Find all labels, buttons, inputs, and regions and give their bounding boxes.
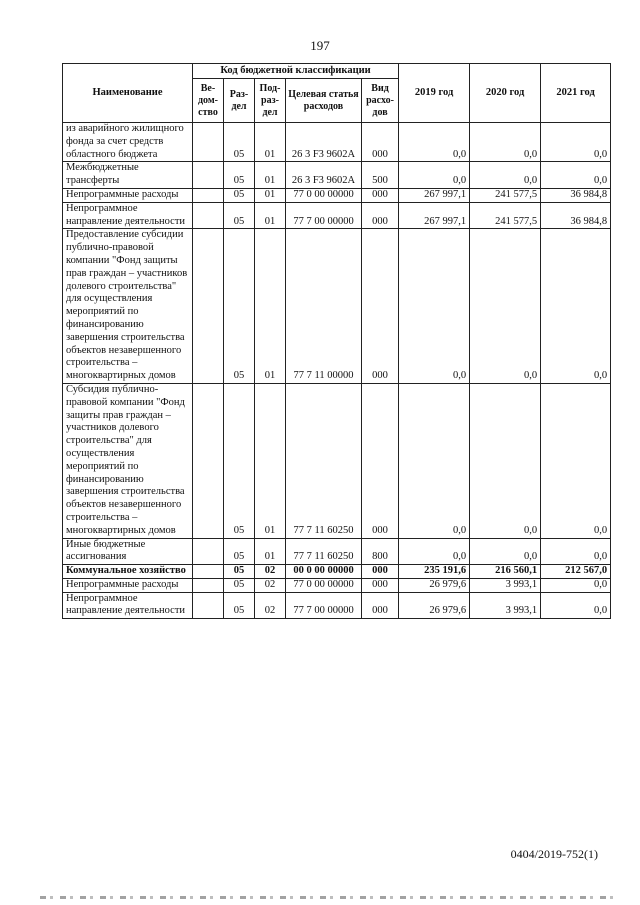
cell-podrazdel: 01 [255, 188, 286, 202]
cell-y2019: 0,0 [399, 229, 470, 384]
cell-celevaya: 26 3 F3 9602A [286, 123, 362, 162]
cell-y2021: 0,0 [541, 538, 611, 565]
cell-vid: 800 [362, 538, 399, 565]
header-name: Наименование [63, 64, 193, 123]
cell-vid: 000 [362, 123, 399, 162]
cell-vid: 000 [362, 229, 399, 384]
cell-podrazdel: 01 [255, 229, 286, 384]
table-row [63, 565, 611, 579]
header-vedomstvo: Ве-дом-ство [193, 79, 224, 123]
cell-ved [193, 188, 224, 202]
cell-y2019: 0,0 [399, 123, 470, 162]
cell-vid: 000 [362, 383, 399, 538]
table-body [63, 123, 611, 619]
header-podrazdel: Под-раз-дел [255, 79, 286, 123]
cell-razdel: 05 [224, 162, 255, 189]
cell-razdel: 05 [224, 565, 255, 579]
cell-celevaya: 77 7 00 00000 [286, 202, 362, 229]
cell-razdel: 05 [224, 578, 255, 592]
cell-name: Субсидия публично-правовой компании "Фонд защиты прав граждан – участников долевого строительства" для осуществления мероприятий по финансированию завершения строительства объектов незавершенного строительства – многоквартирных домов [63, 383, 193, 538]
cell-celevaya: 77 0 00 00000 [286, 188, 362, 202]
table-row [63, 383, 611, 538]
header-celevaya: Целевая статья расходов [286, 79, 362, 123]
cell-ved [193, 578, 224, 592]
cell-razdel: 05 [224, 202, 255, 229]
cell-celevaya: 77 7 11 00000 [286, 229, 362, 384]
scan-edge-artifact [40, 896, 616, 899]
cell-ved [193, 162, 224, 189]
cell-vid: 000 [362, 578, 399, 592]
cell-vid: 000 [362, 188, 399, 202]
cell-celevaya: 26 3 F3 9602A [286, 162, 362, 189]
header-2019: 2019 год [399, 64, 470, 123]
cell-name: из аварийного жилищного фонда за счет средств областного бюджета [63, 123, 193, 162]
cell-ved [193, 565, 224, 579]
cell-y2021: 212 567,0 [541, 565, 611, 579]
cell-y2021: 0,0 [541, 123, 611, 162]
cell-y2020: 0,0 [470, 383, 541, 538]
cell-podrazdel: 01 [255, 162, 286, 189]
cell-ved [193, 538, 224, 565]
header-vid: Вид расхо-дов [362, 79, 399, 123]
cell-ved [193, 592, 224, 619]
cell-razdel: 05 [224, 383, 255, 538]
header-code-group: Код бюджетной классификации [193, 64, 399, 79]
page-number: 197 [310, 38, 330, 53]
cell-podrazdel: 02 [255, 592, 286, 619]
cell-vid: 000 [362, 202, 399, 229]
cell-name: Непрограммные расходы [63, 578, 193, 592]
cell-podrazdel: 02 [255, 578, 286, 592]
cell-y2019: 0,0 [399, 162, 470, 189]
budget-table [62, 63, 611, 619]
table-row [63, 592, 611, 619]
header-2021: 2021 год [541, 64, 611, 123]
cell-razdel: 05 [224, 592, 255, 619]
cell-name: Иные бюджетные ассигнования [63, 538, 193, 565]
table-row [63, 578, 611, 592]
cell-celevaya: 77 7 11 60250 [286, 383, 362, 538]
table-row [63, 202, 611, 229]
cell-podrazdel: 01 [255, 202, 286, 229]
cell-podrazdel: 01 [255, 383, 286, 538]
cell-y2019: 26 979,6 [399, 592, 470, 619]
cell-razdel: 05 [224, 538, 255, 565]
table-row [63, 162, 611, 189]
table-row [63, 188, 611, 202]
cell-vid: 000 [362, 592, 399, 619]
cell-y2020: 0,0 [470, 538, 541, 565]
cell-y2021: 36 984,8 [541, 202, 611, 229]
cell-podrazdel: 01 [255, 123, 286, 162]
cell-ved [193, 202, 224, 229]
cell-y2020: 241 577,5 [470, 202, 541, 229]
document-code: 0404/2019-752(1) [510, 847, 598, 861]
header-2020: 2020 год [470, 64, 541, 123]
cell-y2019: 26 979,6 [399, 578, 470, 592]
cell-y2020: 3 993,1 [470, 578, 541, 592]
cell-name: Непрограммные расходы [63, 188, 193, 202]
table-row [63, 229, 611, 384]
cell-ved [193, 383, 224, 538]
cell-y2021: 0,0 [541, 383, 611, 538]
cell-razdel: 05 [224, 229, 255, 384]
cell-vid: 000 [362, 565, 399, 579]
cell-celevaya: 77 7 00 00000 [286, 592, 362, 619]
cell-name: Непрограммное направление деятельности [63, 202, 193, 229]
cell-name: Коммунальное хозяйство [63, 565, 193, 579]
cell-name: Непрограммное направление деятельности [63, 592, 193, 619]
cell-y2020: 0,0 [470, 123, 541, 162]
header-row-1 [63, 64, 611, 79]
cell-y2020: 0,0 [470, 229, 541, 384]
cell-y2020: 216 560,1 [470, 565, 541, 579]
cell-y2019: 235 191,6 [399, 565, 470, 579]
cell-vid: 500 [362, 162, 399, 189]
cell-y2019: 267 997,1 [399, 202, 470, 229]
cell-razdel: 05 [224, 123, 255, 162]
cell-y2019: 0,0 [399, 383, 470, 538]
cell-podrazdel: 02 [255, 565, 286, 579]
cell-y2021: 0,0 [541, 578, 611, 592]
cell-ved [193, 123, 224, 162]
cell-y2019: 0,0 [399, 538, 470, 565]
cell-y2021: 0,0 [541, 162, 611, 189]
cell-name: Межбюджетные трансферты [63, 162, 193, 189]
cell-podrazdel: 01 [255, 538, 286, 565]
cell-y2021: 36 984,8 [541, 188, 611, 202]
cell-celevaya: 77 0 00 00000 [286, 578, 362, 592]
cell-celevaya: 00 0 00 00000 [286, 565, 362, 579]
table-row [63, 538, 611, 565]
header-razdel: Раз-дел [224, 79, 255, 123]
cell-y2020: 3 993,1 [470, 592, 541, 619]
cell-razdel: 05 [224, 188, 255, 202]
cell-y2021: 0,0 [541, 229, 611, 384]
table-row [63, 123, 611, 162]
cell-y2020: 0,0 [470, 162, 541, 189]
cell-celevaya: 77 7 11 60250 [286, 538, 362, 565]
cell-y2020: 241 577,5 [470, 188, 541, 202]
cell-y2021: 0,0 [541, 592, 611, 619]
cell-ved [193, 229, 224, 384]
cell-y2019: 267 997,1 [399, 188, 470, 202]
cell-name: Предоставление субсидии публично-правовой компании "Фонд защиты прав граждан – участников долевого строительства" для осуществления мероприятий по финансированию завершения строительства объектов незавершенного строительства – многоквартирных домов [63, 229, 193, 384]
